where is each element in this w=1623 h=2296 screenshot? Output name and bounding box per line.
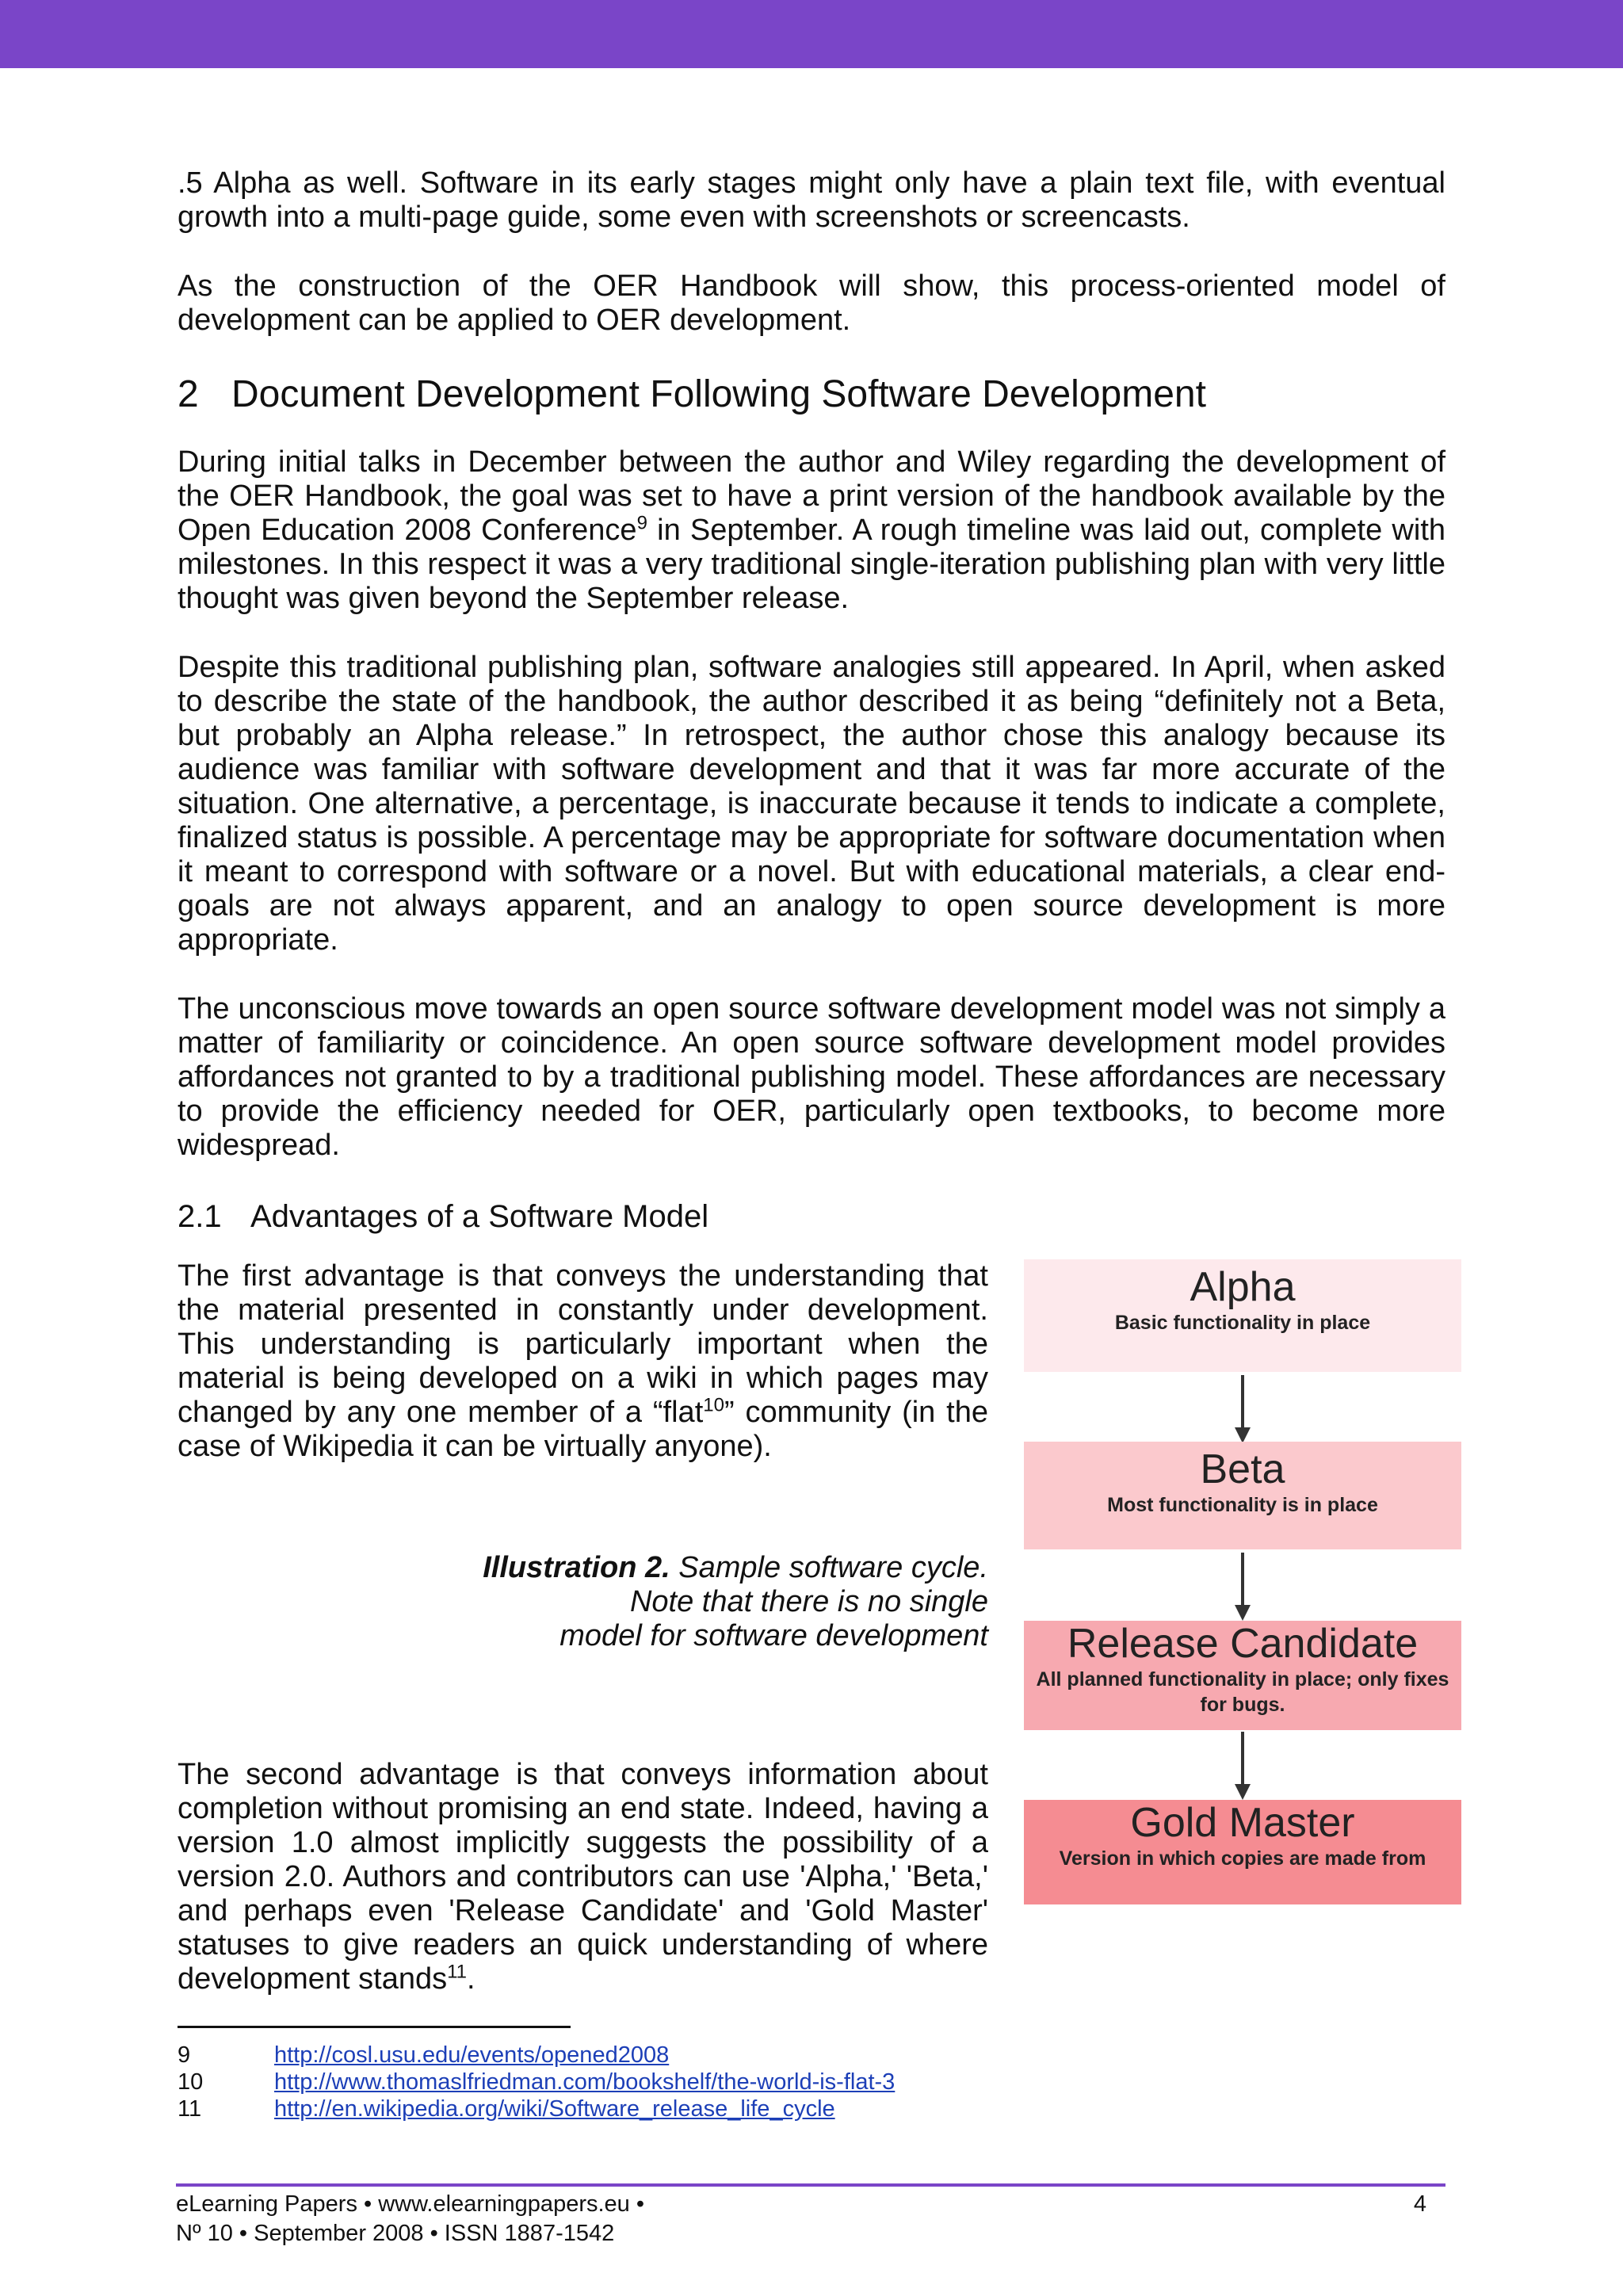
footnote-link[interactable]: http://en.wikipedia.org/wiki/Software_release_life_cycle [274, 2096, 835, 2122]
section-number: 2 [178, 373, 199, 415]
arrow-down-icon [1233, 1732, 1252, 1800]
footnote-link[interactable]: http://cosl.usu.edu/events/opened2008 [274, 2042, 670, 2068]
paragraph-software-analogies: Despite this traditional publishing plan, software analogies still appeared. In April, when asked to describe the state of the handbook, the author described it as being “definitely not a Beta, but probably an Alpha release.” In retrospect, the author chose this analogy because its audience was familiar with software development and that it was far more accurate of the situation. One alternative, a percentage, is inaccurate because it tends to indicate a complete, finalized status is possible. A percentage may be appropriate for software documentation when it meant to correspond with software or a novel. But with educational materials, a clear end-goals are not always apparent, and an analogy to open source development is more appropriate. [178, 651, 1445, 957]
paragraph-second-advantage: The second advantage is that conveys information about completion without promising an end state. Indeed, having a version 1.0 almost implicitly suggests the possibility of a version 2.0. Authors and contributors can use 'Alpha,' 'Beta,' and perhaps even 'Release Candidate' and 'Gold Master' statuses to give readers an quick understanding of where development stands$^{11}$. [178, 1758, 988, 1996]
subsection-number: 2.1 [178, 1199, 222, 1234]
paragraph-continuation: .5 Alpha as well. Software in its early stages might only have a plain text file, with eventual growth into a multi-page guide, some even with screenshots or screencasts. [178, 166, 1445, 234]
footnote-10: 10 http://www.thomaslfriedman.com/bookshelf/the-world-is-flat-3 [178, 2069, 896, 2095]
footnotes [178, 2042, 895, 2122]
footnote-ref-10[interactable]: 10 [703, 1394, 724, 1416]
stage-gold-master: Gold Master Version in which copies are made from [1024, 1800, 1461, 1904]
footer-rule [176, 2183, 1445, 2187]
footnote-link[interactable]: http://www.thomaslfriedman.com/bookshelf/the-world-is-flat-3 [274, 2069, 896, 2095]
page-footer [176, 2190, 1445, 2248]
section-title: Document Development Following Software Development [231, 373, 1206, 415]
footnote-separator [178, 2026, 571, 2028]
two-column-block [178, 1259, 1449, 1996]
top-banner [0, 0, 1623, 68]
footer-line-2: Nº 10 • September 2008 • ISSN 1887-1542 [176, 2221, 615, 2246]
paragraph-initial-talks: During initial talks in December between the author and Wiley regarding the development of the OER Handbook, the goal was set to have a print version of the handbook available by the Open Education 2008 Conference$^9$ in September. A rough timeline was laid out, complete with milestones. In this respect it was a very traditional single-iteration publishing plan with very little thought was given beyond the September release. [178, 445, 1446, 615]
arrow-down-icon [1233, 1375, 1252, 1443]
paragraph-unconscious-move: The unconscious move towards an open source software development model was not simply a matter of familiarity or coincidence. An open source software development model provides affordances not granted to by a traditional publishing model. These affordances are necessary to provide the efficiency needed for OER, particularly open textbooks, to become more widespread. [178, 992, 1445, 1162]
stage-alpha: Alpha Basic functionality in place [1024, 1259, 1461, 1372]
footer-line-1: eLearning Papers • www.elearningpapers.eu • [176, 2191, 645, 2217]
footnote-ref-11[interactable]: 11 [447, 1961, 468, 1983]
footnote-ref-9[interactable]: 9 [636, 512, 647, 534]
page-body [178, 166, 1449, 1996]
arrow-down-icon [1233, 1553, 1252, 1621]
subsection-heading [178, 1198, 1445, 1236]
left-column [178, 1259, 988, 2031]
caption-label: Illustration 2. [483, 1551, 670, 1584]
page-number: 4 [1413, 2191, 1426, 2217]
stage-beta: Beta Most functionality is in place [1024, 1442, 1461, 1549]
software-cycle-figure [1024, 1259, 1461, 1909]
paragraph-first-advantage: The first advantage is that conveys the understanding that the material presented in constantly under development. This understanding is particularly important when the material is being developed on a wiki in which pages may changed by any one member of a “flat$^{10}$” community (in the case of Wikipedia it can be virtually anyone). [178, 1259, 989, 1463]
illustration-caption: Illustration 2. Sample software cycle. Note that there is no single model for software development [483, 1551, 988, 1652]
subsection-title: Advantages of a Software Model [250, 1199, 709, 1234]
footnote-11: 11 http://en.wikipedia.org/wiki/Software_release_life_cycle [178, 2096, 835, 2122]
section-heading [178, 372, 1445, 417]
stage-release-candidate: Release Candidate All planned functionality in place; only fixes for bugs. [1024, 1621, 1461, 1730]
footnote-9: 9 http://cosl.usu.edu/events/opened2008 [178, 2042, 670, 2068]
paragraph-oer-handbook: As the construction of the OER Handbook will show, this process-oriented model of development can be applied to OER development. [178, 269, 1445, 337]
